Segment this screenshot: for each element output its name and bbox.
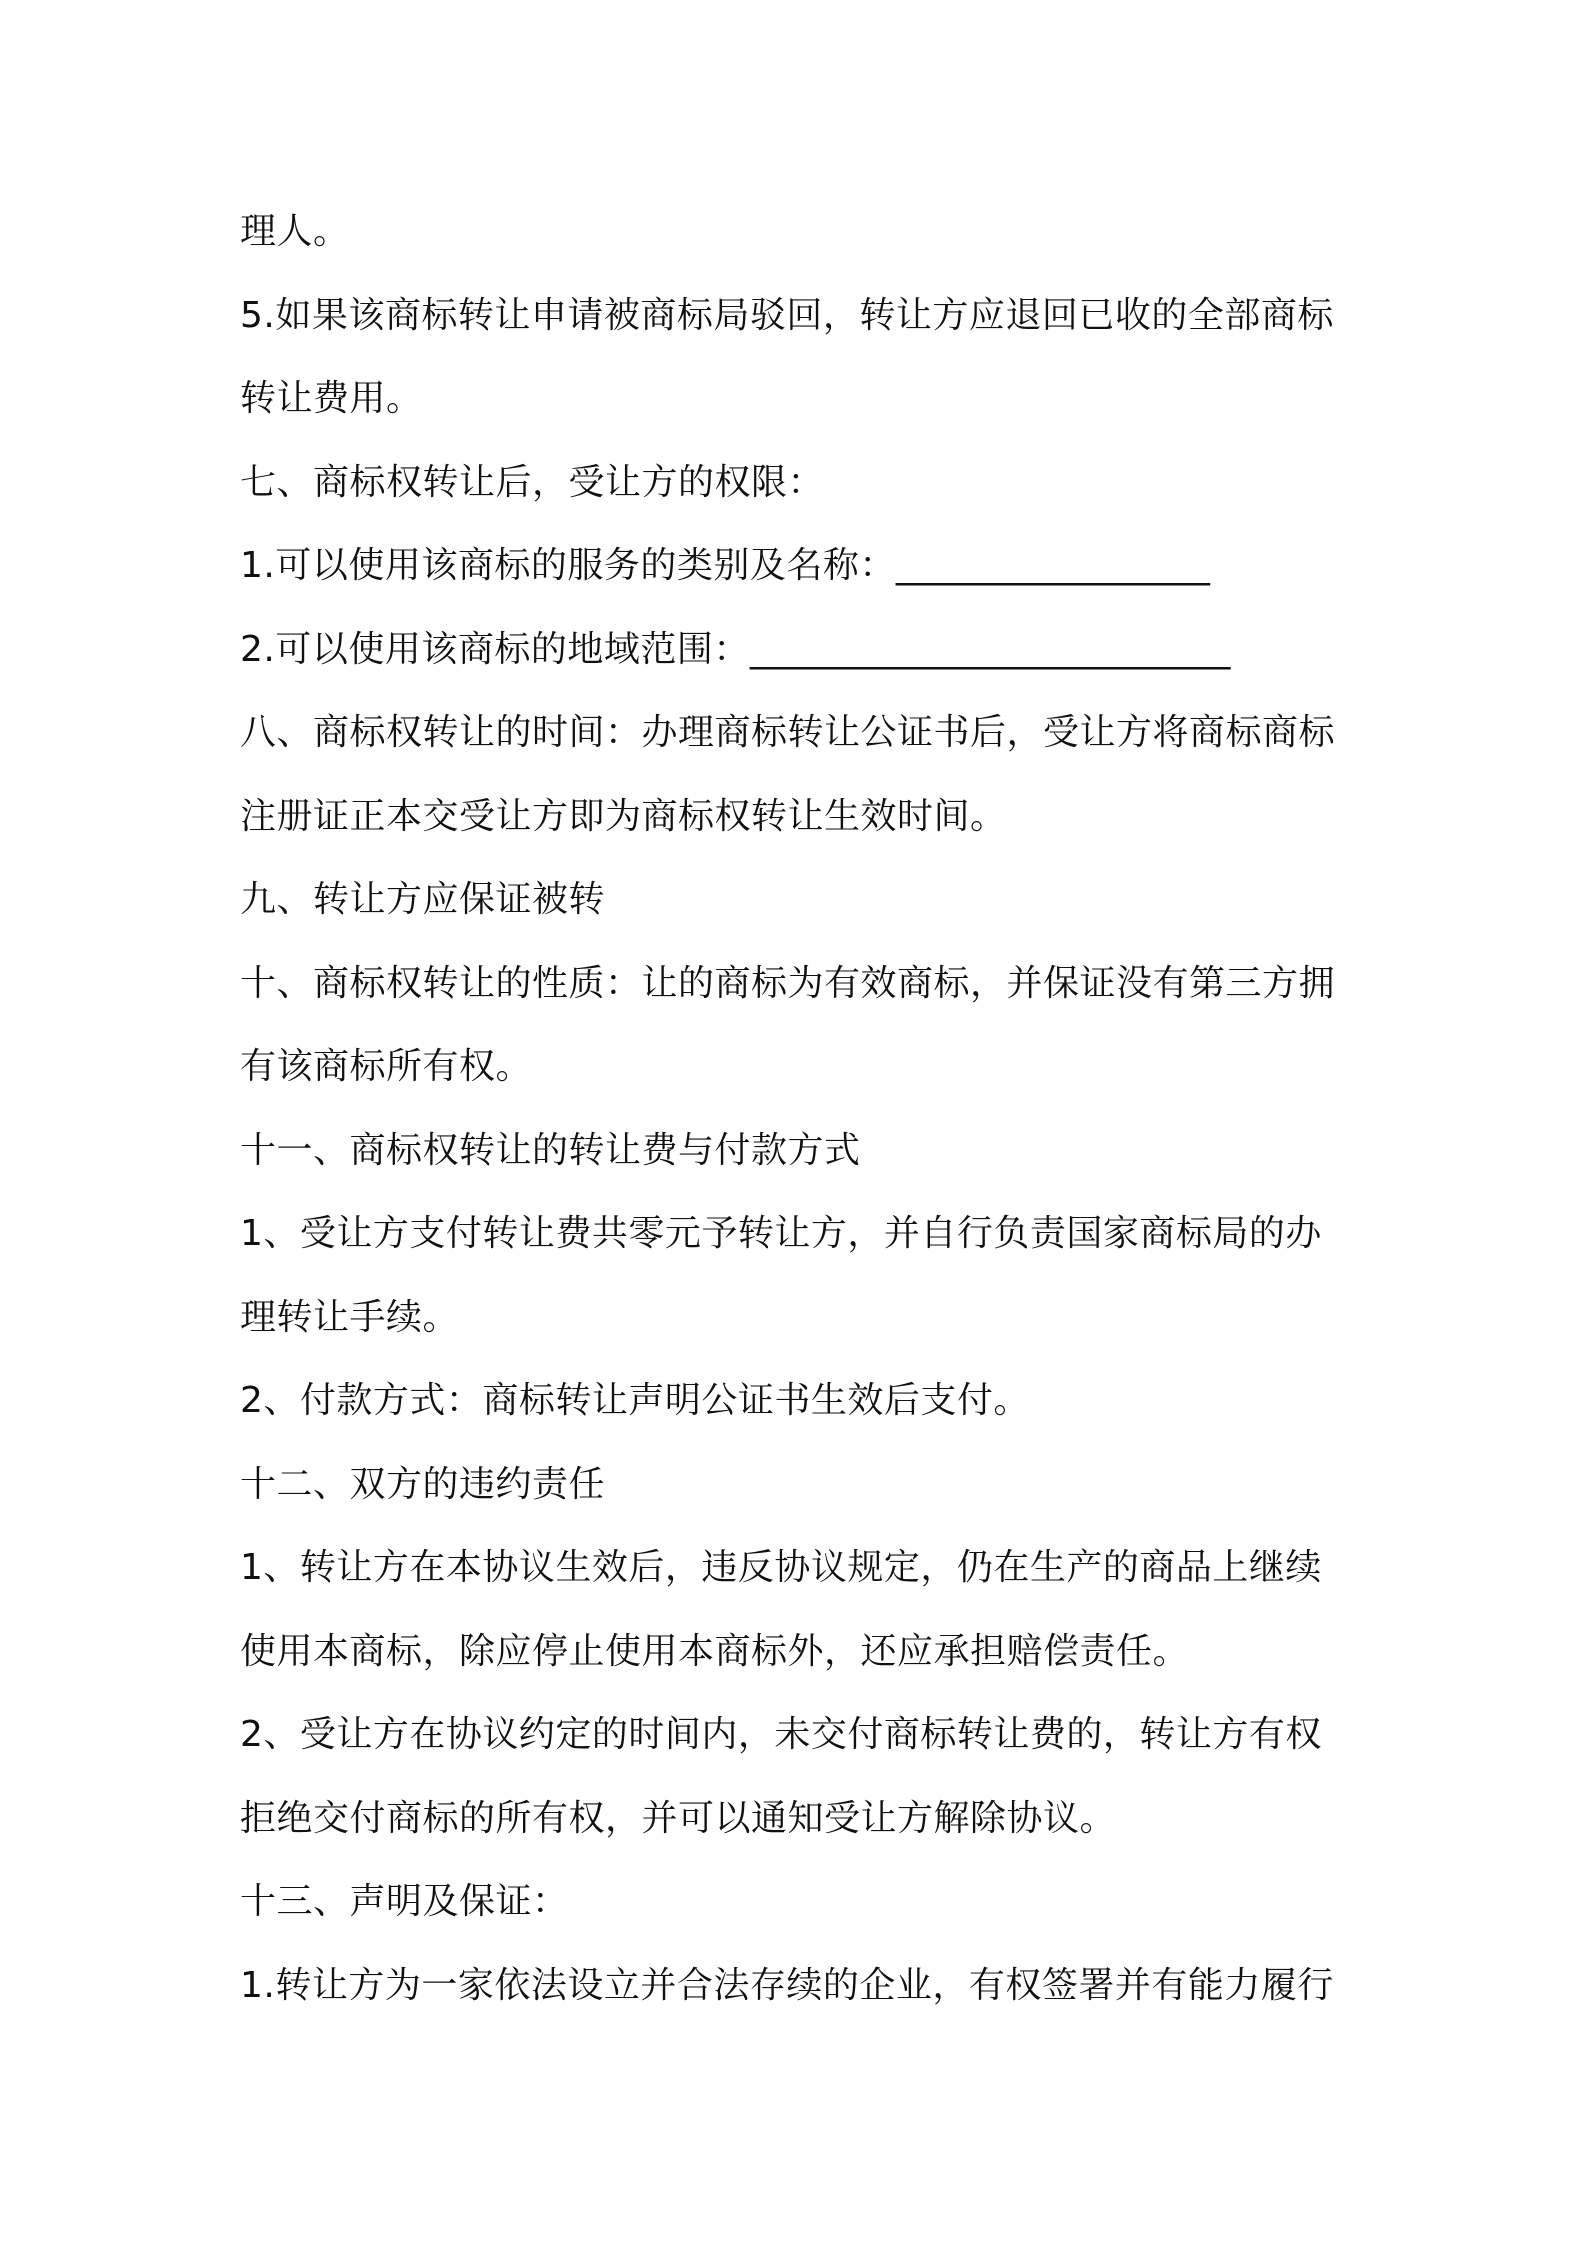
- section-heading: 七、商标权转让后，受让方的权限：: [240, 461, 825, 503]
- text-line: 1、受让方支付转让费共零元予转让方，并自行负责国家商标局的办: [240, 1213, 1322, 1254]
- text-line: 2、受让方在协议约定的时间内，未交付商标转让费的，转让方有权: [240, 1714, 1322, 1755]
- text-line: 转让费用。: [240, 378, 423, 419]
- section-heading: 十一、商标权转让的转让费与付款方式: [240, 1129, 861, 1171]
- text-line: 1.转让方为一家依法设立并合法存续的企业，有权签署并有能力履行: [240, 1964, 1334, 2006]
- section-heading: 十三、声明及保证：: [240, 1881, 569, 1922]
- text-line: 1、转让方在本协议生效后，违反协议规定，仍在生产的商品上继续: [240, 1547, 1322, 1588]
- text-line: 理转让手续。: [240, 1296, 460, 1338]
- text-line: 5.如果该商标转让申请被商标局驳回，转让方应退回已收的全部商标: [240, 294, 1334, 336]
- text-line: 1.可以使用该商标的服务的类别及名称：_________________: [240, 545, 1211, 586]
- section-heading: 九、转让方应保证被转: [240, 879, 606, 920]
- text-line: 2、付款方式：商标转让声明公证书生效后支付。: [240, 1380, 1030, 1421]
- text-line: 有该商标所有权。: [240, 1046, 533, 1087]
- section-heading: 十、商标权转让的性质：让的商标为有效商标，并保证没有第三方拥: [240, 962, 1336, 1004]
- text-line: 2.可以使用该商标的地域范围：__________________________: [240, 628, 1231, 670]
- document-body: [240, 190, 1360, 2027]
- text-line: 拒绝交付商标的所有权，并可以通知受让方解除协议。: [240, 1797, 1117, 1839]
- text-line: 理人。: [240, 211, 350, 252]
- section-heading: 八、商标权转让的时间：办理商标转让公证书后，受让方将商标商标: [240, 712, 1336, 753]
- section-heading: 十二、双方的违约责任: [240, 1463, 606, 1505]
- text-line: 使用本商标，除应停止使用本商标外，还应承担赔偿责任。: [240, 1630, 1190, 1672]
- text-line: 注册证正本交受让方即为商标权转让生效时间。: [240, 795, 1007, 837]
